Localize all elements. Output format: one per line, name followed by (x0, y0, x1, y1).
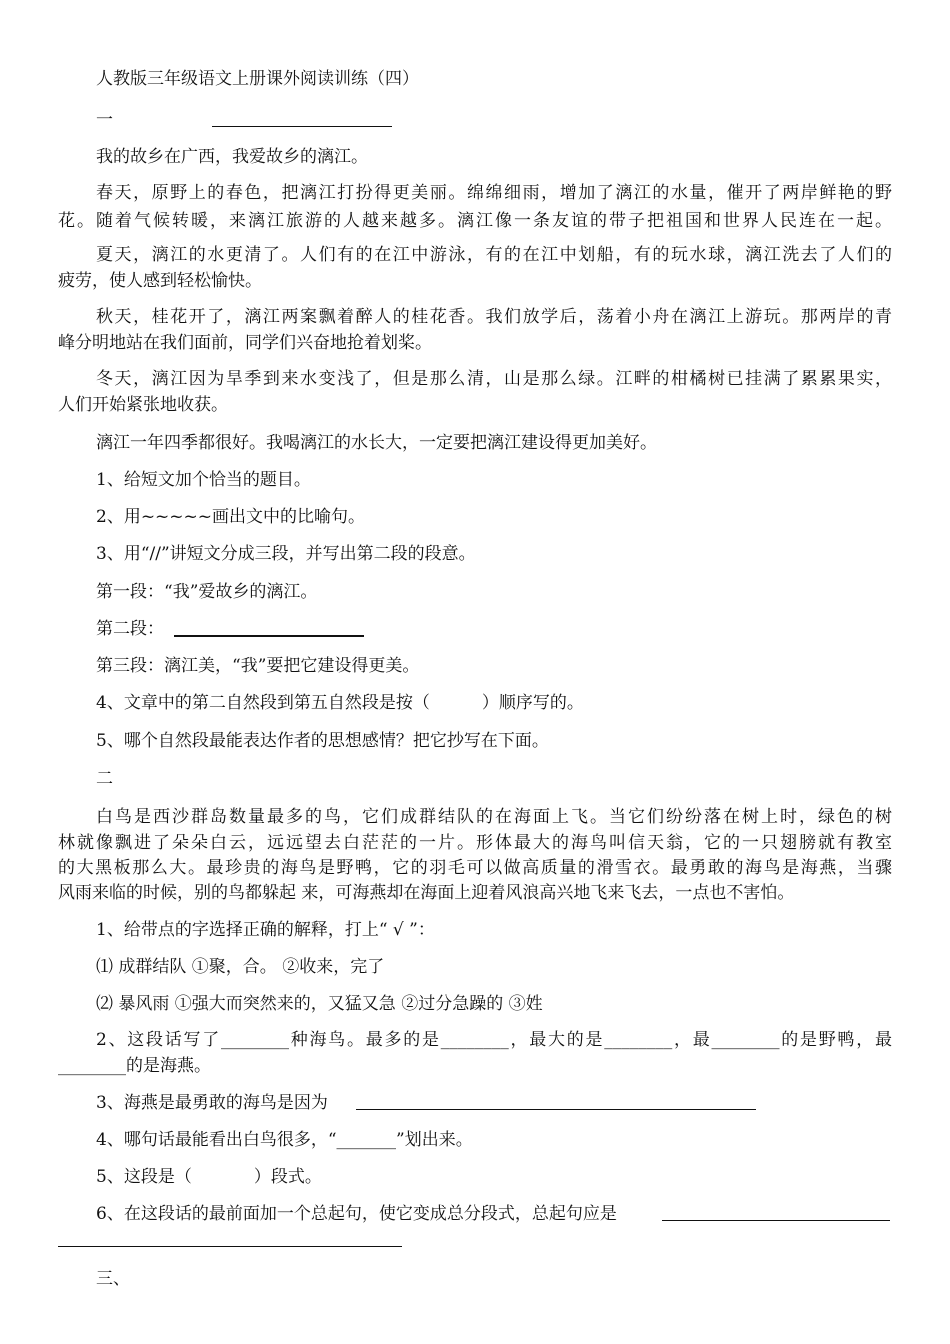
section-1-paragraph-5: 漓江一年四季都很好。我喝漓江的水长大，一定要把漓江建设得更加美好。 (96, 433, 657, 453)
question-4-suffix: ）顺序写的。 (481, 693, 584, 713)
section-2-question-2-line-1: 2、这段话写了________种海鸟。最多的是________，最大的是________，最________的是野鸭，最 (96, 1030, 892, 1050)
question-3-answer-line[interactable] (356, 1109, 756, 1110)
section-2-question-6: 6、在这段话的最前面加一个总起句，使它变成总分段式，总起句应是 (96, 1204, 617, 1224)
section-1-paragraph-0: 我的故乡在广西，我爱故乡的漓江。 (96, 147, 368, 167)
section-2-question-2-line-2: ________的是海燕。 (58, 1056, 211, 1076)
segment-3-text: 第三段：漓江美，“我”要把它建设得更美。 (96, 656, 420, 676)
section-2-paragraph-line-4: 风雨来临的时候，别的鸟都躲起 来，可海燕却在海面上迎着风浪高兴地飞来飞去，一点也不害怕。 (58, 883, 795, 903)
section-1-paragraph-4-line-2: 人们开始紧张地收获。 (58, 395, 228, 415)
question-4-suffix: ”划出来。 (396, 1130, 473, 1150)
question-4-prefix: 4、哪句话最能看出白鸟很多，“ (96, 1130, 337, 1150)
question-4-prefix: 4、文章中的第二自然段到第五自然段是按（ (96, 693, 430, 713)
question-5-suffix: ）段式。 (253, 1167, 322, 1187)
section-1-question-2: 2、用~~~~~画出文中的比喻句。 (96, 507, 366, 527)
segment-1-text: 第一段：“我”爱故乡的漓江。 (96, 582, 318, 602)
document-title: 人教版三年级语文上册课外阅读训练（四） (96, 69, 419, 89)
section-2-heading: 二 (96, 769, 113, 789)
question-4-blank[interactable]: _______ (336, 1130, 397, 1150)
section-2-question-1-option-a: ⑴ 成群结队 ①聚，合。 ②收来，完了 (96, 957, 385, 977)
section-2-question-5 (96, 1166, 322, 1188)
section-1-paragraph-4-line-1: 冬天，漓江因为旱季到来水变浅了，但是那么清，山是那么绿。江畔的柑橘树已挂满了累累果实， (96, 369, 892, 389)
section-2-paragraph-line-2: 林就像飘进了朵朵白云，远远望去白茫茫的一片。形体最大的海鸟叫信天翁，它的一只翅膀就有教室 (58, 833, 892, 853)
section-1-paragraph-1-line-1: 春天，原野上的春色，把漓江打扮得更美丽。绵绵细雨，增加了漓江的水量，催开了两岸鲜艳的野 (96, 183, 892, 203)
section-1-question-1: 1、给短文加个恰当的题目。 (96, 470, 311, 490)
section-1-question-5: 5、哪个自然段最能表达作者的思想感情？把它抄写在下面。 (96, 731, 549, 751)
title-blank-line (212, 126, 392, 127)
question-6-answer-line-2[interactable] (58, 1246, 402, 1247)
section-2-paragraph-line-1: 白鸟是西沙群岛数量最多的鸟，它们成群结队的在海面上飞。当它们纷纷落在树上时，绿色的树 (96, 807, 892, 827)
section-1-heading: 一 (96, 110, 113, 130)
segment-2-answer-line[interactable] (174, 635, 364, 637)
section-1-paragraph-2-line-2: 疲劳，使人感到轻松愉快。 (58, 271, 262, 291)
section-2-question-1-option-b: ⑵ 暴风雨 ①强大而突然来的，又猛又急 ②过分急躁的 ③姓 (96, 994, 543, 1014)
section-1-paragraph-2-line-1: 夏天，漓江的水更清了。人们有的在江中游泳，有的在江中划船，有的玩水球，漓江洗去了人们的 (96, 245, 892, 265)
section-1-question-4 (96, 692, 584, 714)
section-2-question-3: 3、海燕是最勇敢的海鸟是因为 (96, 1093, 328, 1113)
question-5-prefix: 5、这段是（ (96, 1167, 192, 1187)
section-1-paragraph-3-line-2: 峰分明地站在我们面前，同学们兴奋地抢着划桨。 (58, 333, 432, 353)
segment-2-label: 第二段： (96, 619, 164, 639)
section-2-question-1: 1、给带点的字选择正确的解释，打上“ √ ”： (96, 920, 435, 940)
section-1-question-3: 3、用“//”讲短文分成三段，并写出第二段的段意。 (96, 544, 476, 564)
section-2-paragraph-line-3: 的大黑板那么大。最珍贵的海鸟是野鸭，它的羽毛可以做高质量的滑雪衣。最勇敢的海鸟是海燕，当骤 (58, 858, 892, 878)
section-1-paragraph-3-line-1: 秋天，桂花开了，漓江两案飘着醉人的桂花香。我们放学后，荡着小舟在漓江上游玩。那两岸的青 (96, 307, 892, 327)
section-3-heading: 三、 (96, 1269, 130, 1289)
section-2-question-4 (96, 1129, 473, 1151)
section-1-paragraph-1-line-2: 花。随着气候转暖，来漓江旅游的人越来越多。漓江像一条友谊的带子把祖国和世界人民连在一起。 (58, 211, 892, 231)
question-6-answer-line-1[interactable] (662, 1220, 890, 1221)
